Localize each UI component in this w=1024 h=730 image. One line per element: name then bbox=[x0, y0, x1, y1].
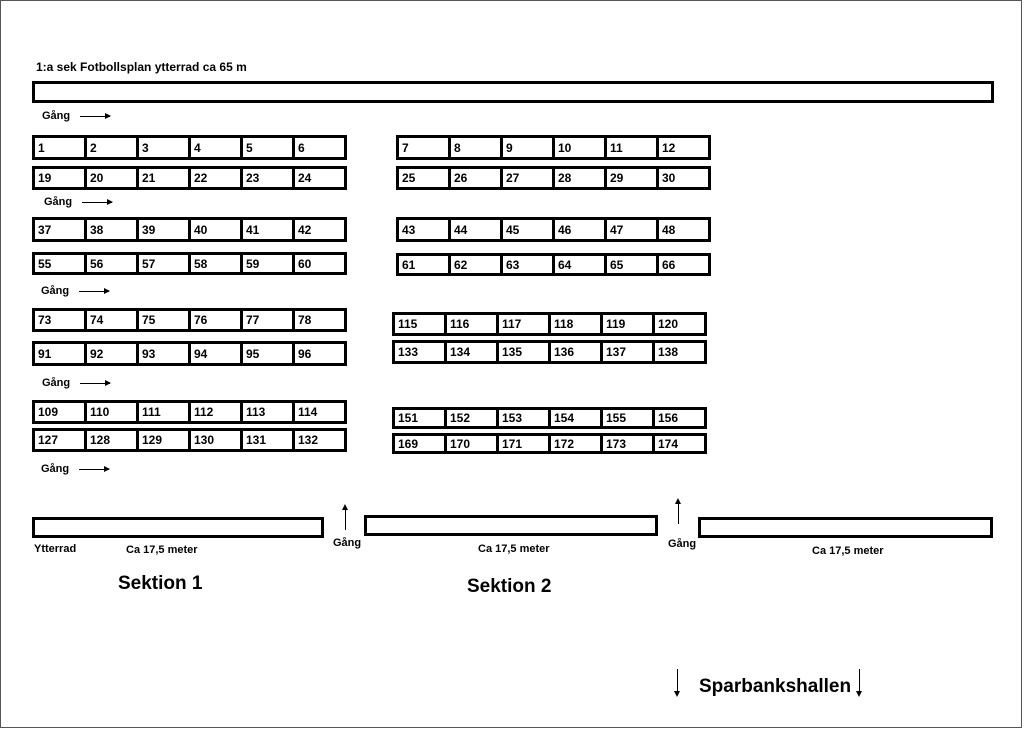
seat-section-cell: 132 bbox=[292, 428, 347, 452]
seat-section-cell: 21 bbox=[136, 166, 191, 190]
seat-section-cell: 115 bbox=[392, 312, 447, 336]
seat-section-cell: 3 bbox=[136, 135, 191, 160]
seat-section-cell: 93 bbox=[136, 341, 191, 366]
seat-section-cell: 78 bbox=[292, 308, 347, 332]
walkway-label: Gång bbox=[42, 377, 71, 389]
seat-section-cell: 130 bbox=[188, 428, 243, 452]
seat-section-cell: 60 bbox=[292, 252, 347, 275]
outer-row-label: Ytterrad bbox=[34, 543, 77, 555]
left-seat-row bbox=[32, 217, 347, 242]
seat-section-cell: 38 bbox=[84, 217, 139, 242]
seat-section-cell: 96 bbox=[292, 341, 347, 366]
seat-section-cell: 173 bbox=[600, 433, 655, 454]
seat-section-cell: 23 bbox=[240, 166, 295, 190]
seat-section-cell: 74 bbox=[84, 308, 139, 332]
arrow-right-icon bbox=[80, 383, 110, 384]
seat-section-cell: 119 bbox=[600, 312, 655, 336]
seat-section-cell: 41 bbox=[240, 217, 295, 242]
walkway-2 bbox=[44, 196, 112, 208]
seat-section-cell: 134 bbox=[444, 340, 499, 364]
seat-section-cell: 156 bbox=[652, 407, 707, 429]
seat-section-cell: 172 bbox=[548, 433, 603, 454]
sparbankshallen-label: Sparbankshallen bbox=[699, 676, 852, 697]
seat-section-cell: 131 bbox=[240, 428, 295, 452]
seat-section-cell: 45 bbox=[500, 217, 555, 242]
seat-section-cell: 153 bbox=[496, 407, 551, 429]
seat-section-cell: 11 bbox=[604, 135, 659, 160]
arrow-up-icon bbox=[345, 506, 346, 530]
seat-section-cell: 120 bbox=[652, 312, 707, 336]
seat-section-cell: 22 bbox=[188, 166, 243, 190]
seat-section-cell: 91 bbox=[32, 341, 87, 366]
seat-section-cell: 76 bbox=[188, 308, 243, 332]
walkway-3 bbox=[41, 285, 109, 297]
left-seat-row bbox=[32, 341, 347, 366]
seat-section-cell: 24 bbox=[292, 166, 347, 190]
seat-section-cell: 128 bbox=[84, 428, 139, 452]
seat-section-cell: 64 bbox=[552, 253, 607, 276]
left-seat-row bbox=[32, 308, 347, 332]
seat-section-cell: 28 bbox=[552, 166, 607, 190]
seat-section-cell: 58 bbox=[188, 252, 243, 275]
walkway-label: Gång bbox=[41, 463, 70, 475]
seat-section-cell: 26 bbox=[448, 166, 503, 190]
seat-section-cell: 118 bbox=[548, 312, 603, 336]
seat-section-cell: 40 bbox=[188, 217, 243, 242]
seat-section-cell: 48 bbox=[656, 217, 711, 242]
seat-section-cell: 57 bbox=[136, 252, 191, 275]
right-seat-row bbox=[392, 340, 707, 364]
left-seat-row bbox=[32, 428, 347, 452]
seat-section-cell: 8 bbox=[448, 135, 503, 160]
walkway-label: Gång bbox=[41, 285, 70, 297]
seat-section-cell: 154 bbox=[548, 407, 603, 429]
seat-section-cell: 77 bbox=[240, 308, 295, 332]
arrow-down-icon bbox=[859, 669, 860, 695]
seat-section-cell: 94 bbox=[188, 341, 243, 366]
bottom-outer-row-2 bbox=[364, 515, 658, 536]
seat-section-cell: 171 bbox=[496, 433, 551, 454]
diagram-title: 1:a sek Fotbollsplan ytterrad ca 65 m bbox=[36, 60, 247, 74]
seat-section-cell: 65 bbox=[604, 253, 659, 276]
seat-section-cell: 44 bbox=[448, 217, 503, 242]
right-seat-row bbox=[396, 135, 711, 160]
seat-section-cell: 2 bbox=[84, 135, 139, 160]
arrow-right-icon bbox=[79, 469, 109, 470]
seat-section-cell: 155 bbox=[600, 407, 655, 429]
seat-section-cell: 27 bbox=[500, 166, 555, 190]
arrow-down-icon bbox=[677, 669, 678, 695]
seat-section-cell: 169 bbox=[392, 433, 447, 454]
seat-section-cell: 135 bbox=[496, 340, 551, 364]
seat-section-cell: 75 bbox=[136, 308, 191, 332]
seat-section-cell: 152 bbox=[444, 407, 499, 429]
seat-section-cell: 56 bbox=[84, 252, 139, 275]
arrow-up-icon bbox=[678, 500, 679, 524]
seat-section-cell: 151 bbox=[392, 407, 447, 429]
seat-section-cell: 63 bbox=[500, 253, 555, 276]
seat-section-cell: 92 bbox=[84, 341, 139, 366]
seat-section-cell: 20 bbox=[84, 166, 139, 190]
section-2-label: Sektion 2 bbox=[467, 576, 552, 597]
left-seat-row bbox=[32, 135, 347, 160]
arrow-right-icon bbox=[79, 291, 109, 292]
right-seat-row bbox=[396, 166, 711, 190]
walkway-vertical-label-2: Gång bbox=[668, 538, 697, 550]
walkway-1 bbox=[42, 110, 110, 122]
arrow-right-icon bbox=[80, 116, 110, 117]
seat-section-cell: 55 bbox=[32, 252, 87, 275]
left-seat-row bbox=[32, 252, 347, 275]
seat-section-cell: 95 bbox=[240, 341, 295, 366]
seat-section-cell: 137 bbox=[600, 340, 655, 364]
right-seat-row bbox=[392, 407, 707, 429]
seat-section-cell: 46 bbox=[552, 217, 607, 242]
seat-section-cell: 73 bbox=[32, 308, 87, 332]
seat-section-cell: 12 bbox=[656, 135, 711, 160]
seat-section-cell: 66 bbox=[656, 253, 711, 276]
seat-section-cell: 61 bbox=[396, 253, 451, 276]
length-label-2: Ca 17,5 meter bbox=[478, 543, 550, 555]
arrow-right-icon bbox=[82, 202, 112, 203]
seat-section-cell: 19 bbox=[32, 166, 87, 190]
length-label-1: Ca 17,5 meter bbox=[126, 544, 198, 556]
seat-section-cell: 5 bbox=[240, 135, 295, 160]
section-1-label: Sektion 1 bbox=[118, 573, 203, 594]
seat-section-cell: 29 bbox=[604, 166, 659, 190]
seat-section-cell: 133 bbox=[392, 340, 447, 364]
seat-section-cell: 42 bbox=[292, 217, 347, 242]
seat-section-cell: 59 bbox=[240, 252, 295, 275]
seat-section-cell: 112 bbox=[188, 400, 243, 424]
walkway-vertical-label-1: Gång bbox=[333, 537, 362, 549]
seat-section-cell: 136 bbox=[548, 340, 603, 364]
seat-section-cell: 174 bbox=[652, 433, 707, 454]
seat-section-cell: 138 bbox=[652, 340, 707, 364]
right-seat-row bbox=[396, 217, 711, 242]
seat-section-cell: 37 bbox=[32, 217, 87, 242]
seat-section-cell: 7 bbox=[396, 135, 451, 160]
seat-section-cell: 109 bbox=[32, 400, 87, 424]
right-seat-row bbox=[392, 312, 707, 336]
seat-section-cell: 62 bbox=[448, 253, 503, 276]
seat-section-cell: 39 bbox=[136, 217, 191, 242]
seat-section-cell: 1 bbox=[32, 135, 87, 160]
right-seat-row bbox=[392, 433, 707, 454]
seat-section-cell: 114 bbox=[292, 400, 347, 424]
walkway-5 bbox=[41, 463, 109, 475]
seat-section-cell: 113 bbox=[240, 400, 295, 424]
seat-section-cell: 129 bbox=[136, 428, 191, 452]
seat-section-cell: 117 bbox=[496, 312, 551, 336]
walkway-label: Gång bbox=[42, 110, 71, 122]
seat-section-cell: 30 bbox=[656, 166, 711, 190]
seat-section-cell: 4 bbox=[188, 135, 243, 160]
walkway-label: Gång bbox=[44, 196, 73, 208]
seat-section-cell: 9 bbox=[500, 135, 555, 160]
left-seat-row bbox=[32, 166, 347, 190]
seat-section-cell: 10 bbox=[552, 135, 607, 160]
seat-section-cell: 6 bbox=[292, 135, 347, 160]
walkway-4 bbox=[42, 377, 110, 389]
seat-section-cell: 111 bbox=[136, 400, 191, 424]
seat-section-cell: 43 bbox=[396, 217, 451, 242]
seat-section-cell: 116 bbox=[444, 312, 499, 336]
seat-section-cell: 25 bbox=[396, 166, 451, 190]
left-seat-row bbox=[32, 400, 347, 424]
seat-section-cell: 47 bbox=[604, 217, 659, 242]
right-seat-row bbox=[396, 253, 711, 276]
top-outer-row bbox=[32, 81, 994, 103]
seat-section-cell: 127 bbox=[32, 428, 87, 452]
seat-section-cell: 110 bbox=[84, 400, 139, 424]
bottom-outer-row-3 bbox=[698, 517, 993, 538]
seat-section-cell: 170 bbox=[444, 433, 499, 454]
bottom-outer-row-1 bbox=[32, 517, 324, 538]
length-label-3: Ca 17,5 meter bbox=[812, 545, 884, 557]
